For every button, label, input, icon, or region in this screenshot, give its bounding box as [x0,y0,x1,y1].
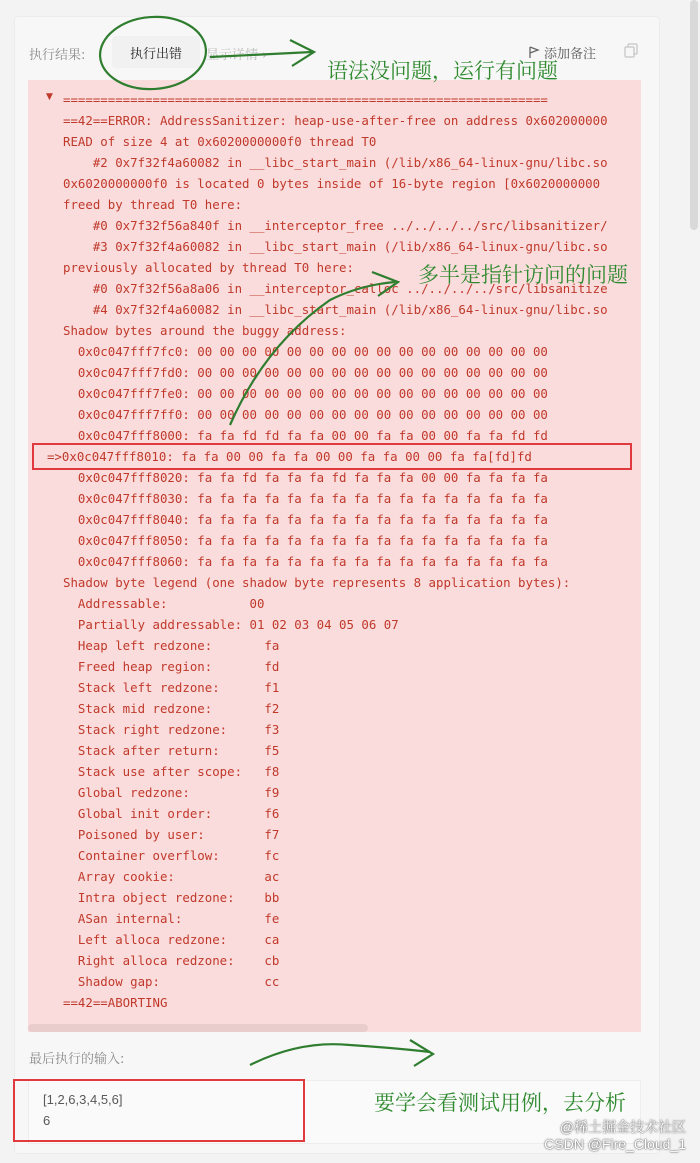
page-scrollbar[interactable] [690,0,698,230]
error-output-line: 0x0c047fff8000: fa fa fd fd fa fa 00 00 fa fa 00 00 fa fa fd fd [63,428,548,443]
error-output-line: Poisoned by user: f7 [63,827,280,842]
error-output-line: 0x0c047fff8040: fa fa fa fa fa fa fa fa fa fa fa fa fa fa fa fa [63,512,548,527]
error-output-lines [28,89,641,1013]
show-detail-link[interactable]: 显示详情 › [206,48,268,63]
highlight-buggy-row [32,443,632,470]
error-output-line: Partially addressable: 01 02 03 04 05 06 07 [63,617,399,632]
highlight-last-input [13,1079,305,1142]
add-note-label: 添加备注 [544,47,597,62]
error-output-line: freed by thread T0 here: [63,197,243,212]
last-input-label: 最后执行的输入: [29,1052,125,1067]
error-output-line: Container overflow: fc [63,848,280,863]
error-output-line: #3 0x7f32f4a60082 in __libc_start_main (/lib/x86_64-linux-gnu/libc.so [63,239,608,254]
error-output-line: Intra object redzone: bb [63,890,280,905]
annotation-testcase-note: 要学会看测试用例，去分析 [374,1091,626,1115]
error-output-line: 0x0c047fff8060: fa fa fa fa fa fa fa fa fa fa fa fa fa fa fa fa [63,554,548,569]
error-output-line: #0 0x7f32f56a8a06 in __interceptor_calloc ../../../../src/libsanitize [63,281,608,296]
status-badge: 执行出错 [112,36,200,68]
error-output-line: Shadow bytes around the buggy address: [63,323,347,338]
copy-icon[interactable] [624,43,638,58]
error-output-line: Global redzone: f9 [63,785,280,800]
annotation-syntax-note: 语法没问题，运行有问题 [327,59,558,83]
error-output-line: #0 0x7f32f56a840f in __interceptor_free ../../../../src/libsanitizer/ [63,218,608,233]
last-input-line-1: [1,2,6,3,4,5,6] [43,1092,123,1107]
watermark-line-1: @稀土掘金技术社区 [559,1119,686,1135]
error-output-line: previously allocated by thread T0 here: [63,260,354,275]
error-output-line: Shadow byte legend (one shadow byte represents 8 application bytes): [63,575,571,590]
annotation-pointer-note: 多半是指针访问的问题 [418,263,628,287]
error-output-line: 0x0c047fff7ff0: 00 00 00 00 00 00 00 00 00 00 00 00 00 00 00 00 [63,407,548,422]
error-output-line: Array cookie: ac [63,869,280,884]
error-output [28,80,641,1032]
collapse-toggle-icon[interactable]: ▼ [46,92,53,102]
error-output-line: Global init order: f6 [63,806,280,821]
error-output-line: 0x0c047fff7fe0: 00 00 00 00 00 00 00 00 00 00 00 00 00 00 00 00 [63,386,548,401]
error-output-line: Heap left redzone: fa [63,638,280,653]
watermark-line-2: CSDN @Fire_Cloud_1 [544,1136,686,1152]
error-output-line: =>0x0c047fff8010: fa fa 00 00 fa fa 00 00 fa fa 00 00 fa fa[fd]fd [47,449,532,464]
error-output-line: Right alloca redzone: cb [63,953,280,968]
error-output-line: 0x0c047fff8020: fa fa fd fa fa fa fd fa fa fa 00 00 fa fa fa fa [63,470,548,485]
error-output-line: #4 0x7f32f4a60082 in __libc_start_main (/lib/x86_64-linux-gnu/libc.so [63,302,608,317]
error-output-line: Stack mid redzone: f2 [63,701,280,716]
error-output-line: 0x0c047fff7fc0: 00 00 00 00 00 00 00 00 00 00 00 00 00 00 00 00 [63,344,548,359]
error-output-line: 0x6020000000f0 is located 0 bytes inside of 16-byte region [0x6020000000 [63,176,601,191]
error-output-line: 0x0c047fff8030: fa fa fa fa fa fa fa fa fa fa fa fa fa fa fa fa [63,491,548,506]
watermark [544,1119,686,1153]
error-output-line: Stack use after scope: f8 [63,764,280,779]
error-output-line: Stack left redzone: f1 [63,680,280,695]
error-output-line: #2 0x7f32f4a60082 in __libc_start_main (/lib/x86_64-linux-gnu/libc.so [63,155,608,170]
error-output-line: ==42==ABORTING [63,995,168,1010]
error-output-line: Freed heap region: fd [63,659,280,674]
error-output-line: 0x0c047fff8050: fa fa fa fa fa fa fa fa fa fa fa fa fa fa fa fa [63,533,548,548]
error-output-line: Addressable: 00 [63,596,265,611]
error-output-line: Stack after return: f5 [63,743,280,758]
error-output-line: ================================================================= [63,92,548,107]
error-output-line: 0x0c047fff7fd0: 00 00 00 00 00 00 00 00 00 00 00 00 00 00 00 00 [63,365,548,380]
result-label: 执行结果: [29,48,86,63]
error-output-line: READ of size 4 at 0x6020000000f0 thread T0 [63,134,377,149]
error-output-line: ==42==ERROR: AddressSanitizer: heap-use-after-free on address 0x602000000 [63,113,608,128]
error-output-line: Shadow gap: cc [63,974,280,989]
error-output-line: Stack right redzone: f3 [63,722,280,737]
error-output-line: ASan internal: fe [63,911,280,926]
horizontal-scrollbar[interactable] [28,1024,368,1032]
error-output-line: Left alloca redzone: ca [63,932,280,947]
last-input-line-2: 6 [43,1113,51,1128]
